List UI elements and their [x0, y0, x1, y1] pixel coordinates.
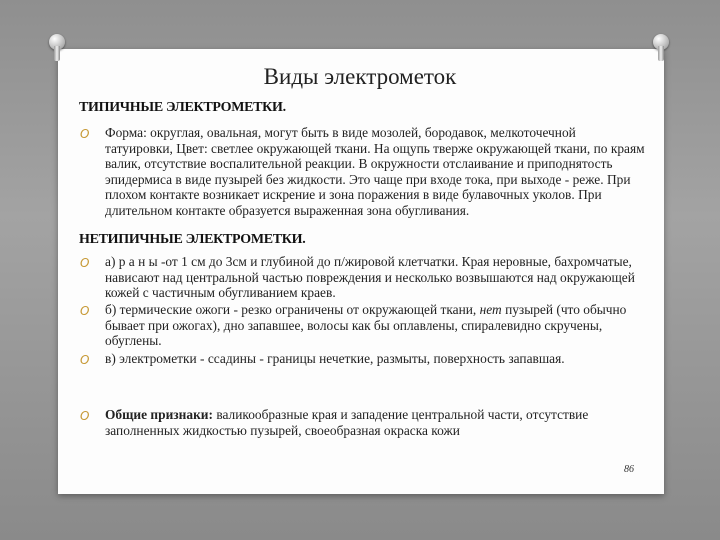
bullet-icon: O [80, 304, 90, 318]
general-signs [105, 407, 645, 438]
bullet-icon: O [80, 409, 90, 423]
bullet-icon: O [80, 127, 90, 141]
general-signs-text: валикообразные края и западение центральной части, отсутствие заполненных жидкостью пузырей, своеобразная окраска кожи [105, 407, 589, 438]
bullet-icon: O [80, 256, 90, 270]
general-signs-label: Общие признаки: [105, 407, 213, 422]
pushpin-icon [49, 34, 65, 61]
pushpin-icon [653, 34, 669, 61]
page-number: 86 [624, 464, 634, 475]
atypical-item-a: а) р а н ы -от 1 см до 3см и глубиной до п/жировой клетчатки. Края неровные, бахромчатые, нависают над центральной частью повреждения и несколько возвышаются над окружающей кожей с частичным обугливанием краев. [105, 254, 635, 301]
slide-title: Виды электрометок [263, 64, 457, 89]
atypical-item-c: в) электрометки - ссадины - границы нечеткие, размыты, поверхность запавшая. [105, 351, 565, 366]
item-b-text-after: пузырей (что обычно бывает при ожогах), дно запавшее, волосы как бы оплавлены, спиралевидно скручены, обуглены. [105, 302, 627, 349]
section-heading-atypical: НЕТИПИЧНЫЕ ЭЛЕКТРОМЕТКИ. [79, 232, 306, 247]
atypical-item-b [105, 302, 645, 349]
typical-description: Форма: округлая, овальная, могут быть в виде мозолей, бородавок, мелкоточечной татуировки, Цвет: светлее окружающей ткани. На ощупь тверже окружающей ткани, по краям валик, отсутствие воспалительной реакции. В окружности отслаивание и приподнятость эпидермиса в виде пузырей без жидкости. Это чаще при входе тока, при выходе - реже. При плохом контакте возникает искрение и зона поражения в виде булавочных уколов. При длительном контакте образуется выраженная зона обугливания. [105, 125, 645, 218]
section-heading-typical: ТИПИЧНЫЕ ЭЛЕКТРОМЕТКИ. [79, 100, 286, 115]
item-b-emphasis: нет [479, 302, 502, 317]
item-b-text-before: б) термические ожоги - резко ограничены от окружающей ткани, [105, 302, 480, 317]
bullet-icon: O [80, 353, 90, 367]
